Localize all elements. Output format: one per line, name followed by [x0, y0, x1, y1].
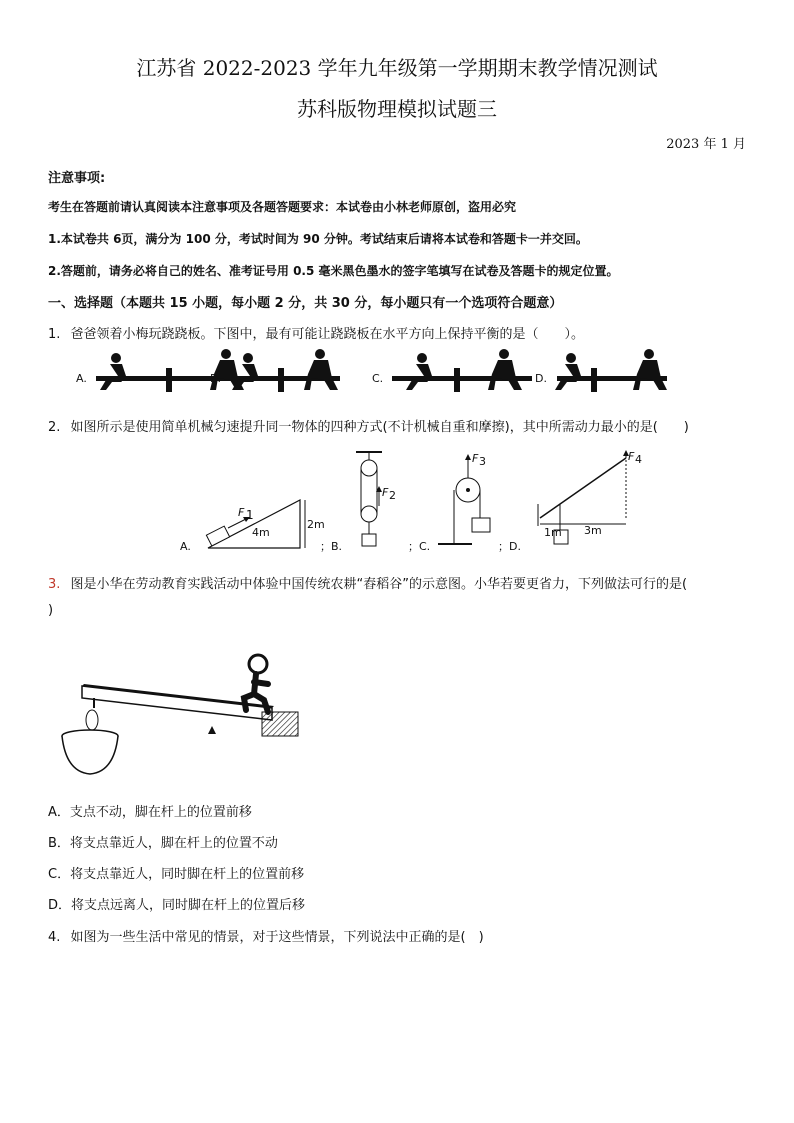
exam-title: 江苏省 2022-2023 学年九年级第一学期期末教学情况测试: [136, 56, 658, 80]
notes-line-3: 2.答题前，请务必将自己的姓名、准考证号用 0.5 毫米黑色墨水的签字笔填写在试卷及答题卡的规定位置。: [48, 264, 619, 278]
label-3m: 3m: [584, 524, 602, 537]
question-number: 1.: [48, 327, 61, 342]
notes-line-2: 1.本试卷共 6页，满分为 100 分，考试时间为 90 分钟。考试结束后请将本试卷和答题卡一并交回。: [48, 232, 588, 246]
notes-line-1: 考生在答题前请认真阅读本注意事项及各题答题要求：本试卷由小林老师原创，盗用必究: [48, 200, 517, 214]
question-number: 3.: [48, 577, 61, 592]
q1-option-a: A.: [76, 372, 87, 385]
label-f4: F: [628, 450, 635, 463]
svg-text:2: 2: [389, 489, 396, 502]
question-3: [48, 573, 748, 592]
seesaw-d: [555, 349, 667, 392]
question-number: 4.: [48, 930, 61, 945]
question-1: [48, 323, 584, 342]
q1-seesaw-figures: [60, 350, 680, 396]
svg-text:4: 4: [635, 453, 642, 466]
q2-option-b: ；B.: [320, 540, 343, 553]
question-3-tail: ): [48, 603, 54, 618]
label-2m: 2m: [307, 518, 325, 531]
question-4: [48, 926, 484, 945]
label-4m: 4m: [252, 526, 270, 539]
question-number: 2.: [48, 420, 61, 435]
exam-subtitle: 苏科版物理模拟试题三: [297, 97, 497, 121]
notes-heading: 注意事项:: [48, 171, 106, 186]
label-f3: F: [472, 452, 479, 465]
q3-rice-pounding-figure: [58, 650, 318, 785]
question-text: 如图所示是使用简单机械匀速提升同一物体的四种方式(不计机械自重和摩擦)，其中所需动力最小的是( ): [70, 420, 689, 435]
label-f1: F: [238, 506, 245, 519]
q3-option-a: A．支点不动，脚在杆上的位置前移: [48, 805, 252, 820]
q3-option-b: B．将支点靠近人，脚在杆上的位置不动: [48, 836, 278, 851]
seesaw-a: [96, 349, 246, 392]
svg-text:1: 1: [246, 508, 254, 522]
q1-option-c: C.: [372, 372, 384, 385]
label-1m: 1m: [544, 526, 562, 539]
q1-option-b: B.: [210, 372, 222, 385]
question-text: 图是小华在劳动教育实践活动中体验中国传统农耕“舂稻谷”的示意图。小华若要更省力，下列做法可行的是(: [70, 577, 688, 592]
exam-date: 2023 年 1 月: [666, 137, 746, 152]
q2-option-d: ；D.: [498, 540, 521, 553]
svg-text:3: 3: [479, 455, 486, 468]
seesaw-b: [230, 349, 340, 392]
q2-machines-figure: [170, 446, 650, 558]
question-2: [48, 416, 689, 435]
seesaw-c: [392, 349, 532, 392]
q2-option-a: A.: [180, 540, 191, 553]
q3-option-c: C．将支点靠近人，同时脚在杆上的位置前移: [48, 867, 305, 882]
question-text: 爸爸领着小梅玩跷跷板。下图中，最有可能让跷跷板在水平方向上保持平衡的是（ ）。: [70, 327, 585, 342]
q3-option-d: D．将支点远离人，同时脚在杆上的位置后移: [48, 898, 306, 913]
question-text: 如图为一些生活中常见的情景，对于这些情景，下列说法中正确的是( ): [70, 930, 484, 945]
q1-option-d: D.: [535, 372, 547, 385]
q2-option-c: ；C.: [408, 540, 431, 553]
label-f2: F: [382, 486, 389, 499]
section-heading: 一、选择题（本题共 15 小题，每小题 2 分，共 30 分，每小题只有一个选项符合题意）: [48, 296, 563, 311]
